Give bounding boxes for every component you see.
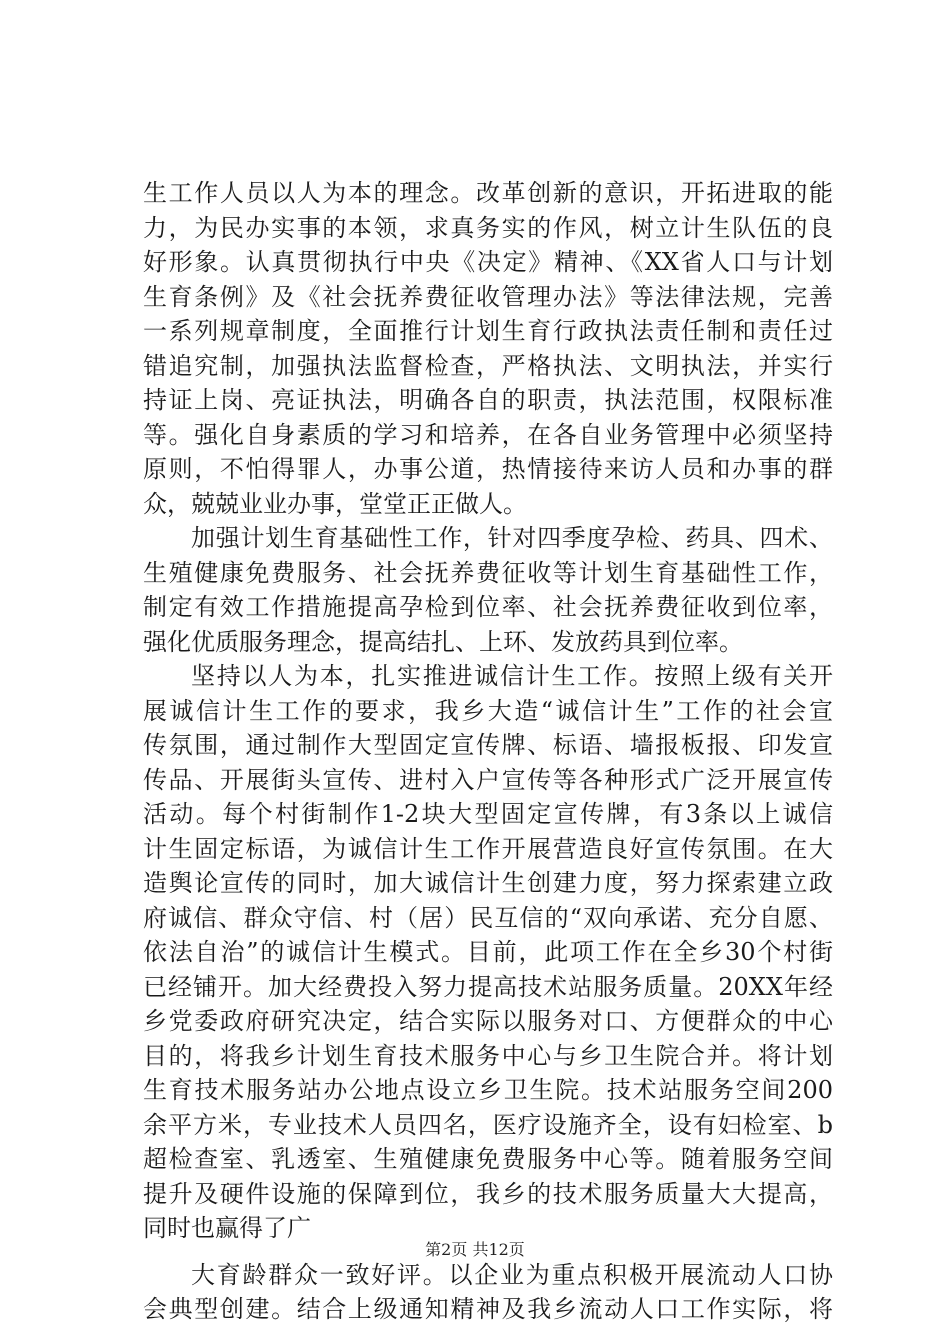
text-line: 提升及硬件设施的保障到位，我乡的技术服务质量大大提高， (143, 1179, 833, 1208)
text-line: 会典型创建。结合上级通知精神及我乡流动人口工作实际，将 (143, 1295, 833, 1323)
text-line: 生殖健康免费服务、社会抚养费征收等计划生育基础性工作， (143, 558, 833, 587)
text-line: 传品、开展街头宣传、进村入户宣传等各种形式广泛开展宣传 (143, 765, 833, 794)
text-line: 传氛围，通过制作大型固定宣传牌、标语、墙报板报、印发宣 (143, 731, 833, 759)
text-line: 好形象。认真贯彻执行中央《决定》精神、《XX省人口与计划 (143, 248, 833, 276)
text-line: 制定有效工作措施提高孕检到位率、社会抚养费征收到位率， (143, 593, 833, 621)
text-line: 加强计划生育基础性工作，针对四季度孕检、药具、四术、 (191, 524, 833, 552)
text-line: 同时也赢得了广 (143, 1214, 311, 1242)
paragraph (143, 659, 833, 1246)
text-line: 依法自治”的诚信计生模式。目前，此项工作在全乡30个村街 (143, 938, 833, 966)
text-line: 坚持以人为本，扎实推进诚信计生工作。按照上级有关开 (191, 662, 833, 690)
text-line: 余平方米，专业技术人员四名，医疗设施齐全，设有妇检室、b (143, 1110, 833, 1139)
text-line: 已经铺开。加大经费投入努力提高技术站服务质量。20XX年经 (143, 972, 833, 1001)
paragraph (143, 521, 833, 659)
text-line: 众，兢兢业业办事，堂堂正正做人。 (143, 489, 527, 518)
text-line: 生工作人员以人为本的理念。改革创新的意识，开拓进取的能 (143, 179, 833, 207)
text-line: 持证上岗、亮证执法，明确各自的职责，执法范围，权限标准 (143, 386, 833, 414)
text-line: 生育条例》及《社会抚养费征收管理办法》等法律法规，完善 (143, 282, 833, 311)
document-body (143, 176, 833, 1327)
text-line: 府诚信、群众守信、村（居）民互信的“双向承诺、充分自愿、 (143, 903, 833, 932)
text-line: 生育技术服务站办公地点设立乡卫生院。技术站服务空间200 (143, 1076, 833, 1104)
text-line: 目的，将我乡计划生育技术服务中心与乡卫生院合并。将计划 (143, 1041, 833, 1070)
text-line: 展诚信计生工作的要求，我乡大造“诚信计生”工作的社会宣 (143, 696, 833, 725)
text-line: 力，为民办实事的本领，求真务实的作风，树立计生队伍的良 (143, 213, 833, 242)
text-line: 错追究制，加强执法监督检查，严格执法、文明执法，并实行 (143, 351, 833, 380)
text-line: 活动。每个村街制作1-2块大型固定宣传牌，有3条以上诚信 (143, 800, 833, 828)
text-line: 造舆论宣传的同时，加大诚信计生创建力度，努力探索建立政 (143, 869, 833, 897)
text-line: 强化优质服务理念，提高结扎、上环、发放药具到位率。 (143, 627, 743, 656)
text-line: 超检查室、乳透室、生殖健康免费服务中心等。随着服务空间 (143, 1145, 833, 1173)
paragraph (143, 1258, 833, 1327)
text-line: 一系列规章制度，全面推行计划生育行政执法责任制和责任过 (143, 317, 833, 345)
text-line: 原则，不怕得罪人，办事公道，热情接待来访人员和办事的群 (143, 455, 833, 483)
text-line: 大育龄群众一致好评。以企业为重点积极开展流动人口协 (191, 1260, 833, 1289)
text-line: 乡党委政府研究决定，结合实际以服务对口、方便群众的中心 (143, 1007, 833, 1035)
text-line: 计生固定标语，为诚信计生工作开展营造良好宣传氛围。在大 (143, 834, 833, 863)
page-footer: 第2页 共12页 (425, 1240, 525, 1259)
paragraph (143, 176, 833, 521)
text-line: 等。强化自身素质的学习和培养，在各自业务管理中必须坚持 (143, 420, 833, 449)
